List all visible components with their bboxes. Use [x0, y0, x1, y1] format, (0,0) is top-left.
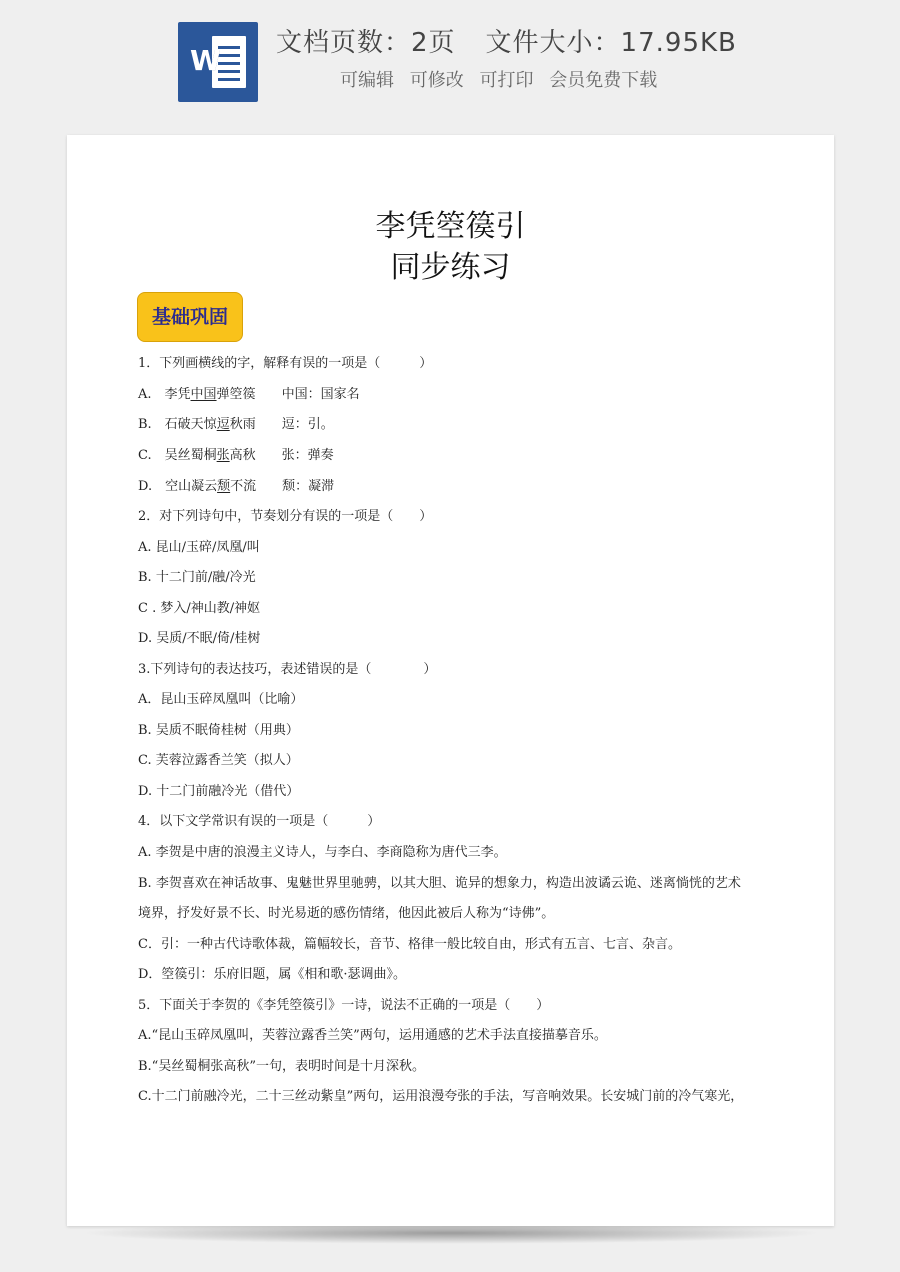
question-5-option-a: A.“昆山玉碎凤凰叫，芙蓉泣露香兰笑”两句，运用通感的艺术手法直接描摹音乐。 [138, 1028, 607, 1043]
document-subtitle: 同步练习 [390, 250, 511, 285]
question-4-option-b-cont: 境界，抒发好景不长、时光易逝的感伤情绪，他因此被后人称为“诗佛”。 [138, 906, 555, 921]
feature-modifiable: 可修改 [409, 70, 464, 91]
feature-member-download: 会员免费下载 [549, 70, 658, 91]
file-info-title [276, 22, 737, 59]
question-4-option-b: B. 李贺喜欢在神话故事、鬼魅世界里驰骋，以其大胆、诡异的想象力，构造出波谲云诡、迷离惝恍的艺术 [138, 876, 741, 891]
question-1-option-c: C. 吴丝蜀桐张高秋 张：弹奏 [138, 448, 334, 463]
question-2-stem: 2．对下列诗句中，节奏划分有误的一项是（ ） [138, 509, 433, 524]
question-3-option-b: B. 吴质不眠倚桂树（用典） [138, 723, 299, 738]
question-2-option-a: A. 昆山/玉碎/凤凰/叫 [138, 540, 260, 555]
underlined-word: 颓 [217, 479, 231, 494]
download-banner [0, 0, 900, 120]
underlined-word: 张 [216, 448, 230, 463]
question-5-stem: 5．下面关于李贺的《李凭箜篌引》一诗，说法不正确的一项是（ ） [138, 998, 550, 1013]
underlined-word: 逗 [216, 417, 230, 432]
question-4-stem: 4．以下文学常识有误的一项是（ ） [138, 814, 381, 829]
question-1-stem: 1．下列画横线的字，解释有误的一项是（ ） [138, 356, 433, 371]
question-3-option-c: C. 芙蓉泣露香兰笑（拟人） [138, 753, 299, 768]
document-page [67, 135, 834, 1226]
word-letter-w: W [190, 44, 221, 77]
question-2-option-c: C . 梦入/神山教/神妪 [138, 601, 261, 616]
question-3-option-a: A．昆山玉碎凤凰叫（比喻） [138, 692, 304, 707]
question-4-option-a: A. 李贺是中唐的浪漫主义诗人，与李白、李商隐称为唐代三李。 [138, 845, 507, 860]
document-title: 李凭箜篌引 [375, 209, 526, 244]
question-3-option-d: D. 十二门前融冷光（借代） [138, 784, 300, 799]
section-badge: 基础巩固 [137, 292, 243, 342]
question-1-option-b: B. 石破天惊逗秋雨 逗：引。 [138, 417, 334, 432]
feature-printable: 可打印 [479, 70, 534, 91]
question-1-option-a: A. 李凭中国弹箜篌 中国：国家名 [138, 387, 360, 402]
page-count: 文档页数：2页 [276, 28, 456, 58]
question-5-option-b: B.“吴丝蜀桐张高秋”一句，表明时间是十月深秋。 [138, 1059, 425, 1074]
feature-editable: 可编辑 [340, 70, 394, 91]
question-1-option-d: D. 空山凝云颓不流 颓：凝滞 [138, 479, 335, 494]
question-4-option-d: D．箜篌引：乐府旧题，属《相和歌·瑟调曲》。 [138, 967, 407, 982]
question-5-option-c: C.十二门前融冷光，二十三丝动紫皇”两句，运用浪漫夸张的手法，写音响效果。长安城门前的冷气寒光， [138, 1089, 744, 1104]
underlined-word: 中国 [190, 387, 217, 402]
file-size: 文件大小：17.95KB [485, 28, 737, 58]
question-4-option-c: C．引：一种古代诗歌体裁，篇幅较长，音节、格律一般比较自由，形式有五言、七言、杂言。 [138, 937, 681, 952]
word-document-icon [178, 22, 258, 102]
question-3-stem: 3.下列诗句的表达技巧，表述错误的是（ ） [138, 662, 437, 677]
file-features [340, 66, 667, 92]
question-2-option-d: D. 吴质/不眠/倚/桂树 [138, 631, 261, 646]
question-2-option-b: B. 十二门前/融/冷光 [138, 570, 256, 585]
